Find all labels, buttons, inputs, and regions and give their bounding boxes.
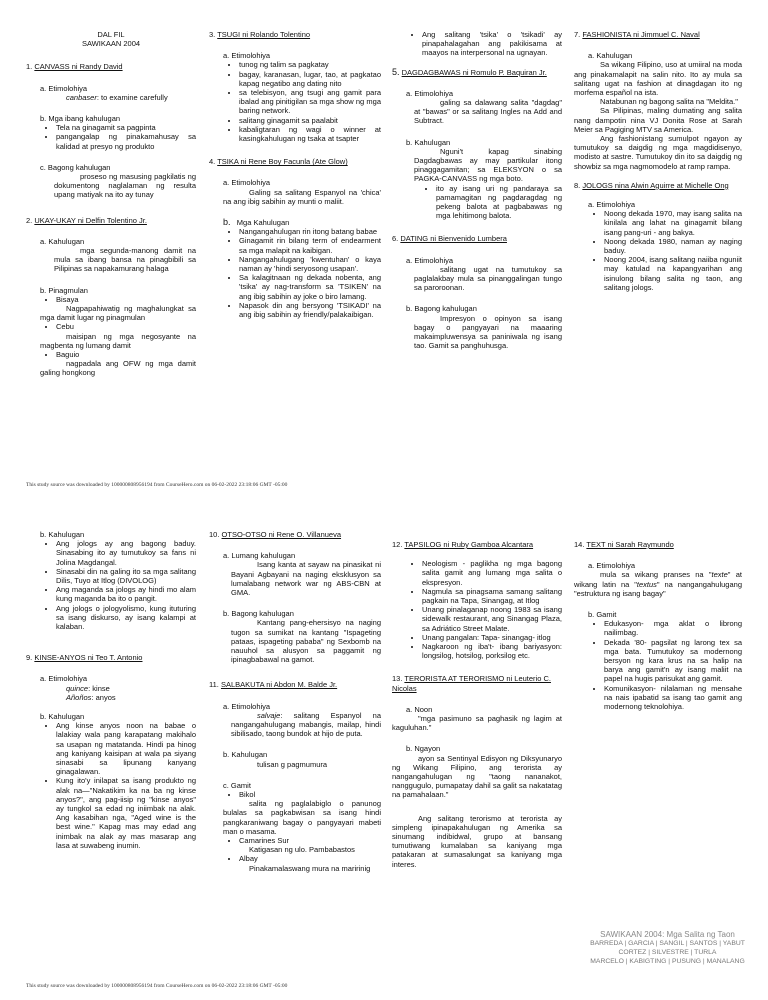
- list-item: • Sinasabi din na galing ito sa mga salitang Dilis, Tuyo at Itlog (DIVOLOG): [56, 567, 196, 585]
- paragraph: quince: kinse: [66, 683, 110, 693]
- section-jologs-continued: [26, 530, 196, 631]
- page-bottom: [0, 500, 768, 1000]
- list-item: • Nagkaroon ng iba't- ibang bariyasyon: longsilog, hotsilog, porksilog etc.: [422, 642, 562, 660]
- section-heading: 1. CANVASS ni Randy David: [26, 62, 123, 72]
- paragraph: Sa wikang Filipino, uso at umiiral na moda ang pinakamalapit na salin nito. Ito ay mula sa salitang ugat na fashion at dinagdagan ito ng morfema español na ista.: [574, 60, 742, 98]
- subheading: a. Etimolohiya: [223, 178, 271, 188]
- list-item: • Ang jologs ay ang bagong baduy. Sinasabing ito ay tumutukoy sa fans ni Jolina Magdangal.: [56, 539, 196, 567]
- paragraph: Nguni't kapag sinabing Dagdagbawas ay may partikular itong pinaggagamitan; sa ELEKSYON o sa PAGKA-CANVASS ng mga boto.: [414, 146, 562, 184]
- section-jologs: [574, 181, 742, 292]
- bullet-list: [223, 790, 381, 873]
- list-item: • Nangangahulugang 'kwentuhan' o kaya naman ay 'hindi seryosong usapan'.: [239, 255, 381, 273]
- credits-line: CORTEZ | SILVESTRE | TURLA: [618, 949, 717, 956]
- bullet-list: [422, 559, 562, 660]
- list-item: • ito ay isang uri ng pandaraya sa pamamagitan ng pagdaragdag ng pekeng balota at pagbabawas ng mga lehitimong balota.: [436, 184, 562, 221]
- section-heading: 3. TSUGI ni Rolando Tolentino: [209, 30, 311, 39]
- subheading: b. Bagong kahulugan: [406, 304, 477, 314]
- credits-title: SAWIKAAN 2004: Mga Salita ng Taon: [600, 930, 735, 939]
- top-column-2: [205, 30, 385, 325]
- bullet-list: [422, 30, 562, 58]
- section-ukay-ukay: [26, 216, 196, 378]
- bottom-column-3: [388, 540, 566, 875]
- list-item: • Unang pinalaganap noong 1983 sa isang sidewalk restaurant, ang Sinangag Plaza, sa Adriático Street Malate.: [422, 605, 562, 633]
- paragraph: proseso ng masusing pagkilatis ng dokumentong naglalaman ng resulta upang matiyak na ito ay tunay: [54, 172, 196, 200]
- subheading: c. Bagong kahulugan: [40, 162, 111, 172]
- list-item: • Sa kalagitnaan ng dekada nobenta, ang 'tsika' ay nag-transform sa 'TSIKEN' na ang ibig sabihin ay joke o biro lamang.: [239, 273, 381, 301]
- download-footer: This study source was downloaded by 100000808956194 from CourseHero.com on 06-02-2022 23:18:06 GMT -05:00: [26, 983, 288, 989]
- list-item: • Noong dekada 1970, may isang salita na kinilala ang lahat na ginagamit bilang isang pang-uri - ang bakya.: [604, 209, 742, 237]
- subheading: b. Kahulugan: [40, 712, 85, 722]
- paragraph: mula sa wikang pranses na "texte" at wikang latin na "textus" na nangangahulugang "estruktura ng isang bagay": [574, 570, 742, 598]
- section-canvass: [26, 62, 196, 199]
- subheading: b. Mga ibang kahulugan: [40, 114, 121, 124]
- list-item: • pangangalap ng pinakamahusay sa kalidad at presyo ng produkto: [56, 132, 196, 150]
- subheading: b. Kahulugan: [406, 137, 451, 147]
- top-column-3: [388, 30, 566, 356]
- list-item: • Nangangahulugan rin itong batang babae: [239, 227, 381, 236]
- subheading: b. Mga Kahulugan: [223, 217, 290, 228]
- paragraph: Galing sa salitang Espanyol na 'chica' na ang ibig sabihin ay munti o maliit.: [223, 187, 381, 206]
- bullet-list: [56, 721, 196, 850]
- list-item: • bagay, karanasan, lugar, tao, at pagkatao kapag negatibo ang dating nito: [239, 70, 381, 88]
- paragraph: ayon sa Sentinyal Edisyon ng Diksyunaryo ng Wikang Filipino, ang terorista ay nangangahulugan ng "taong nananakot, nanggugulo, pumapatay dahil sa galit sa nakatatag na pamahalaan.": [392, 753, 562, 800]
- paragraph: Impresyon o opinyon sa isang bagay o pangyayari na maaaring makaimpluwensya sa paniniwala ng isang tao. Gamit sa panghuhusga.: [414, 313, 562, 351]
- section-heading: 9. KINSE-ANYOS ni Teo T. Antonio: [26, 653, 143, 663]
- subheading: a. Etimolohiya: [588, 561, 636, 571]
- subheading: a. Lumang kahulugan: [223, 551, 296, 561]
- subheading: a. Kahulugan: [588, 51, 633, 61]
- section-heading: 4. TSIKA ni Rene Boy Facunla (Ate Glow): [209, 157, 348, 167]
- section-heading: 5. DAGDAGBAWAS ni Romulo P. Baquiran Jr.: [392, 66, 547, 77]
- paragraph: Kantang pang-ehersisyo na naging tugon sa sumikat na kantang "Ispageting pataas, ispageting pababa" ng Sexbomb na nauuhol sa alusyon sa paggamit ng ipinagbabawal na gamot.: [231, 618, 381, 665]
- subheading: a. Etimolohiya: [406, 255, 454, 265]
- list-item: • kabaligtaran ng wagi o winner at kasingkahulugan ng tsaka at tsapter: [239, 125, 381, 143]
- paragraph: mga segunda-manong damit na mula sa ibang bansa na pinagbibili sa Pilipinas sa napakamurang halaga: [54, 246, 196, 274]
- section-otso-otso: [209, 530, 381, 664]
- paragraph: Añoños: anyos: [66, 692, 116, 702]
- list-item: • tunog ng talim sa pagkatay: [239, 60, 381, 69]
- list-item: • Ang jologs o jologyolismo, kung ituturing sa isang diskurso, ay isang kalampi at kalaban.: [56, 604, 196, 632]
- subheading: b. Ngayon: [406, 744, 441, 754]
- section-tapsilog: [392, 540, 562, 660]
- subheading: c. Gamit: [223, 780, 251, 790]
- list-item: • Ang kinse anyos noon na babae o lalakiay wala pang karapatang makihalo sa usapan ng matatanda. Hindi pa hinog ang kaniyang kaisipan at wala pa siyang sinasabi sa lipunang kanyang ginagalawan.: [56, 721, 196, 776]
- list-item: • Napasok din ang bersyong 'TSIKADI' na ang ibig sabihin ay friendly/palakaibigan.: [239, 301, 381, 319]
- paragraph: Ang fashionistang sumulpot ngayon ay tumutukoy sa daigdig ng mga magdidisenyo, modisto at sastre. Tumutukoy din ito sa daigdig ng showbiz sa mga nagmomodelo at ramp rampa.: [574, 134, 742, 171]
- section-kinse-anyos: [26, 653, 196, 850]
- paragraph: galing sa dalawang salita "dagdag" at "bawas" or sa salitang Ingles na Add and Subtract.: [414, 98, 562, 126]
- bullet-list: [56, 123, 196, 151]
- paragraph: salvaje: salitang Espanyol na nangangahulugang mabangis, mailap, hindi sibilisado, taong bundok at hijo de puta.: [231, 710, 381, 739]
- section-heading: 11. SALBAKUTA ni Abdon M. Balde Jr.: [209, 680, 338, 690]
- credits-block: [575, 930, 760, 966]
- top-column-1: [22, 30, 200, 384]
- bottom-column-2: [205, 530, 385, 879]
- paragraph: Sa Pilipinas, maling dumating ang salita nang dampotin nina VJ Donita Rose at Sarah Meier sa Pagiging MTV sa America.: [574, 106, 742, 134]
- section-dagdagbawas: [392, 68, 562, 221]
- credits-line: BARREDA | GARCIA | SANGIL | SANTOS | YABUT: [590, 940, 745, 947]
- list-item: • Nagmula sa pinagsama samang salitang pagkain na Tapa, Sinangag, at Itlog: [422, 587, 562, 605]
- subheading: a. Etimolohiya: [223, 51, 271, 61]
- section-dating: [392, 234, 562, 350]
- section-fashionista: [574, 30, 742, 171]
- list-item: • Noong 2004, isang salitang naiiba nguniit may katulad na kapangyarihan ang isinulong bilang salita ng taon, ang salitang jologs.: [604, 255, 742, 292]
- section-heading: 8. JOLOGS nina Alwin Aguirre at Michelle Ong: [574, 180, 729, 190]
- bullet-list: [604, 619, 742, 711]
- bullet-list: [56, 539, 196, 631]
- subheading: a. Etimolohiya: [40, 83, 88, 93]
- list-item: • Bisaya Nagpapahiwatig ng maghalungkat sa mga damit lugar ng pinagmulan: [56, 295, 196, 323]
- top-column-4: [570, 30, 746, 298]
- paragraph: salitang ugat na tumutukoy sa paglalakbay mula sa pinanggalingan tungo sa paroroonan.: [414, 264, 562, 293]
- list-item: • Noong dekada 1980, naman ay naging baduy.: [604, 237, 742, 255]
- list-item: • Camarines Sur Katigasan ng ulo. Pambabastos: [239, 836, 381, 854]
- section-heading: 7. FASHIONISTA ni Jimmuel C. Naval: [574, 30, 700, 39]
- bullet-list: [604, 209, 742, 292]
- subheading: b. Kahulugan: [40, 530, 85, 539]
- section-tsika: [209, 157, 381, 319]
- list-item: • Baguio nagpadala ang OFW ng mga damit galing hongkong: [56, 350, 196, 378]
- subheading: a. Etimolohiya: [406, 88, 454, 98]
- credits-line: MARCELO | KABIGTING | PUSUNG | MANALANG: [590, 958, 745, 965]
- section-heading: 10. OTSO-OTSO ni Rene O. Villanueva: [209, 530, 342, 539]
- subheading: a. Etimolohiya: [40, 674, 88, 684]
- section-text: [574, 540, 742, 711]
- list-item: • Unang pangalan: Tapa- sinangag- itlog: [422, 633, 562, 642]
- list-item: • Ginagamit rin bilang term of endearment sa mga malapit na kaibigan.: [239, 236, 381, 254]
- section-heading: 13. TERORISTA AT TERORISMO ni Leuterio C. Nicolas: [392, 674, 551, 693]
- subheading: a. Kahulugan: [40, 236, 85, 246]
- bullet-list: [436, 184, 562, 221]
- subheading: a. Etimolohiya: [588, 200, 636, 210]
- download-footer: This study source was downloaded by 100000808956194 from CourseHero.com on 06-02-2022 23:18:06 GMT -05:00: [26, 482, 288, 488]
- bullet-list: [239, 227, 381, 319]
- section-tsugi: [209, 30, 381, 143]
- subheading: b. Bagong kahulugan: [223, 609, 294, 619]
- section-heading: 12. TAPSILOG ni Ruby Gamboa Alcantara: [392, 540, 534, 549]
- bottom-column-1: [22, 530, 200, 856]
- paragraph: canbaser: to examine carefully: [66, 92, 168, 102]
- list-item: • Ang maganda sa jologs ay hindi mo alam kung maganda ba ito o pangit.: [56, 585, 196, 603]
- list-item: • Neologism - paglikha ng mga bagong salita gamit ang lumang mga salita o ekspresyon.: [422, 559, 562, 587]
- list-item: • Bikol salita ng paglalabiglo o panunog bulalas sa pagkabwisan sa isang hindi pangkaraniwang bagay o pangyayari mabeti man o masama.: [239, 790, 381, 836]
- section-salbakuta: [209, 680, 381, 872]
- paragraph: tulisan g pagmumura: [257, 759, 328, 769]
- list-item: • Kung ito'y inilapat sa isang produkto ng alak na—"Nakatikim ka na ba ng kinse anyos?", ang pag-iisip ng "kinse anyos" ay tungkol sa edad ng iniimbak na alak. Ang kasabihan nga, "Aged wine is the best wine." Kapag mas may edad ang inimbak na alak ay mas masarap ang lasa at suwabeng inumin.: [56, 776, 196, 850]
- list-item: • Komunikasyon- nilalaman ng mensahe na nais ipabatid sa isang tao gamit ang modernong teknolohiya.: [604, 684, 742, 712]
- section-heading: 6. DATING ni Bienvenido Lumbera: [392, 234, 507, 244]
- list-item: • Albay Pinakamalaswang mura na maririnig: [239, 854, 381, 872]
- list-item: • Cebu maisipan ng mga negosyante na magbenta ng lumang damit: [56, 322, 196, 350]
- section-terorista: [392, 674, 562, 868]
- bullet-list: [239, 60, 381, 143]
- paragraph: Ang salitang terorismo at terorista ay simpleng ipinapakahulugan ng Amerika sa sinumang indibidwal, grupo at bansang tumutiwang kumalaban sa kaniyang mga patakaran at sumasalungat sa kaniyang mga interes.: [392, 813, 562, 869]
- subheading: b. Kahulugan: [223, 750, 268, 760]
- list-item: • salitang ginagamit sa paalabit: [239, 116, 381, 125]
- subheading: a. Etimolohiya: [223, 701, 271, 711]
- list-item: • sa telebisyon, ang tsugi ang gamit para ibalad ang pinitigilan sa mga show ng mga baring network.: [239, 88, 381, 116]
- list-item: • Tela na ginagamit sa pagpinta: [56, 123, 196, 132]
- section-heading: 14. TEXT ni Sarah Raymundo: [574, 540, 674, 549]
- bottom-column-4: [570, 540, 746, 717]
- subheading: a. Noon: [406, 704, 433, 714]
- list-item: • Ang salitang 'tsika' o 'tsikadi' ay pinapahalagahan ang pakikisama at maayos na interpersonal na ugnayan.: [422, 30, 562, 58]
- doc-title: DAL FIL: [97, 30, 125, 39]
- bullet-list: [40, 294, 196, 378]
- paragraph: Isang kanta at sayaw na pinasikat ni Bayani Agbayani na naging eksklusyon sa lumalabang network war ng ABS-CBN at GMA.: [231, 560, 381, 598]
- list-item: • Dekada '80- pagsilat ng larong tex sa mga bata. Tumutukoy sa modernong bersyon ng kara krus na sa halip na barya ang gamit'n ay isang maliit na papel na hugis parisukat ang gamit.: [604, 638, 742, 684]
- doc-subtitle: SAWIKAAN 2004: [81, 39, 141, 49]
- subheading: b. Gamit: [588, 610, 617, 620]
- section-heading: 2. UKAY-UKAY ni Delfin Tolentino Jr.: [26, 215, 147, 225]
- paragraph: "mga pasimuno sa paghasik ng lagim at kaguluhan.": [392, 714, 562, 733]
- paragraph: Natabunan ng bagong salita na "Meldita.": [600, 97, 738, 107]
- list-item: • Edukasyon- mga aklat o librong nailimbag.: [604, 619, 742, 637]
- subheading: b. Pinagmulan: [40, 285, 88, 295]
